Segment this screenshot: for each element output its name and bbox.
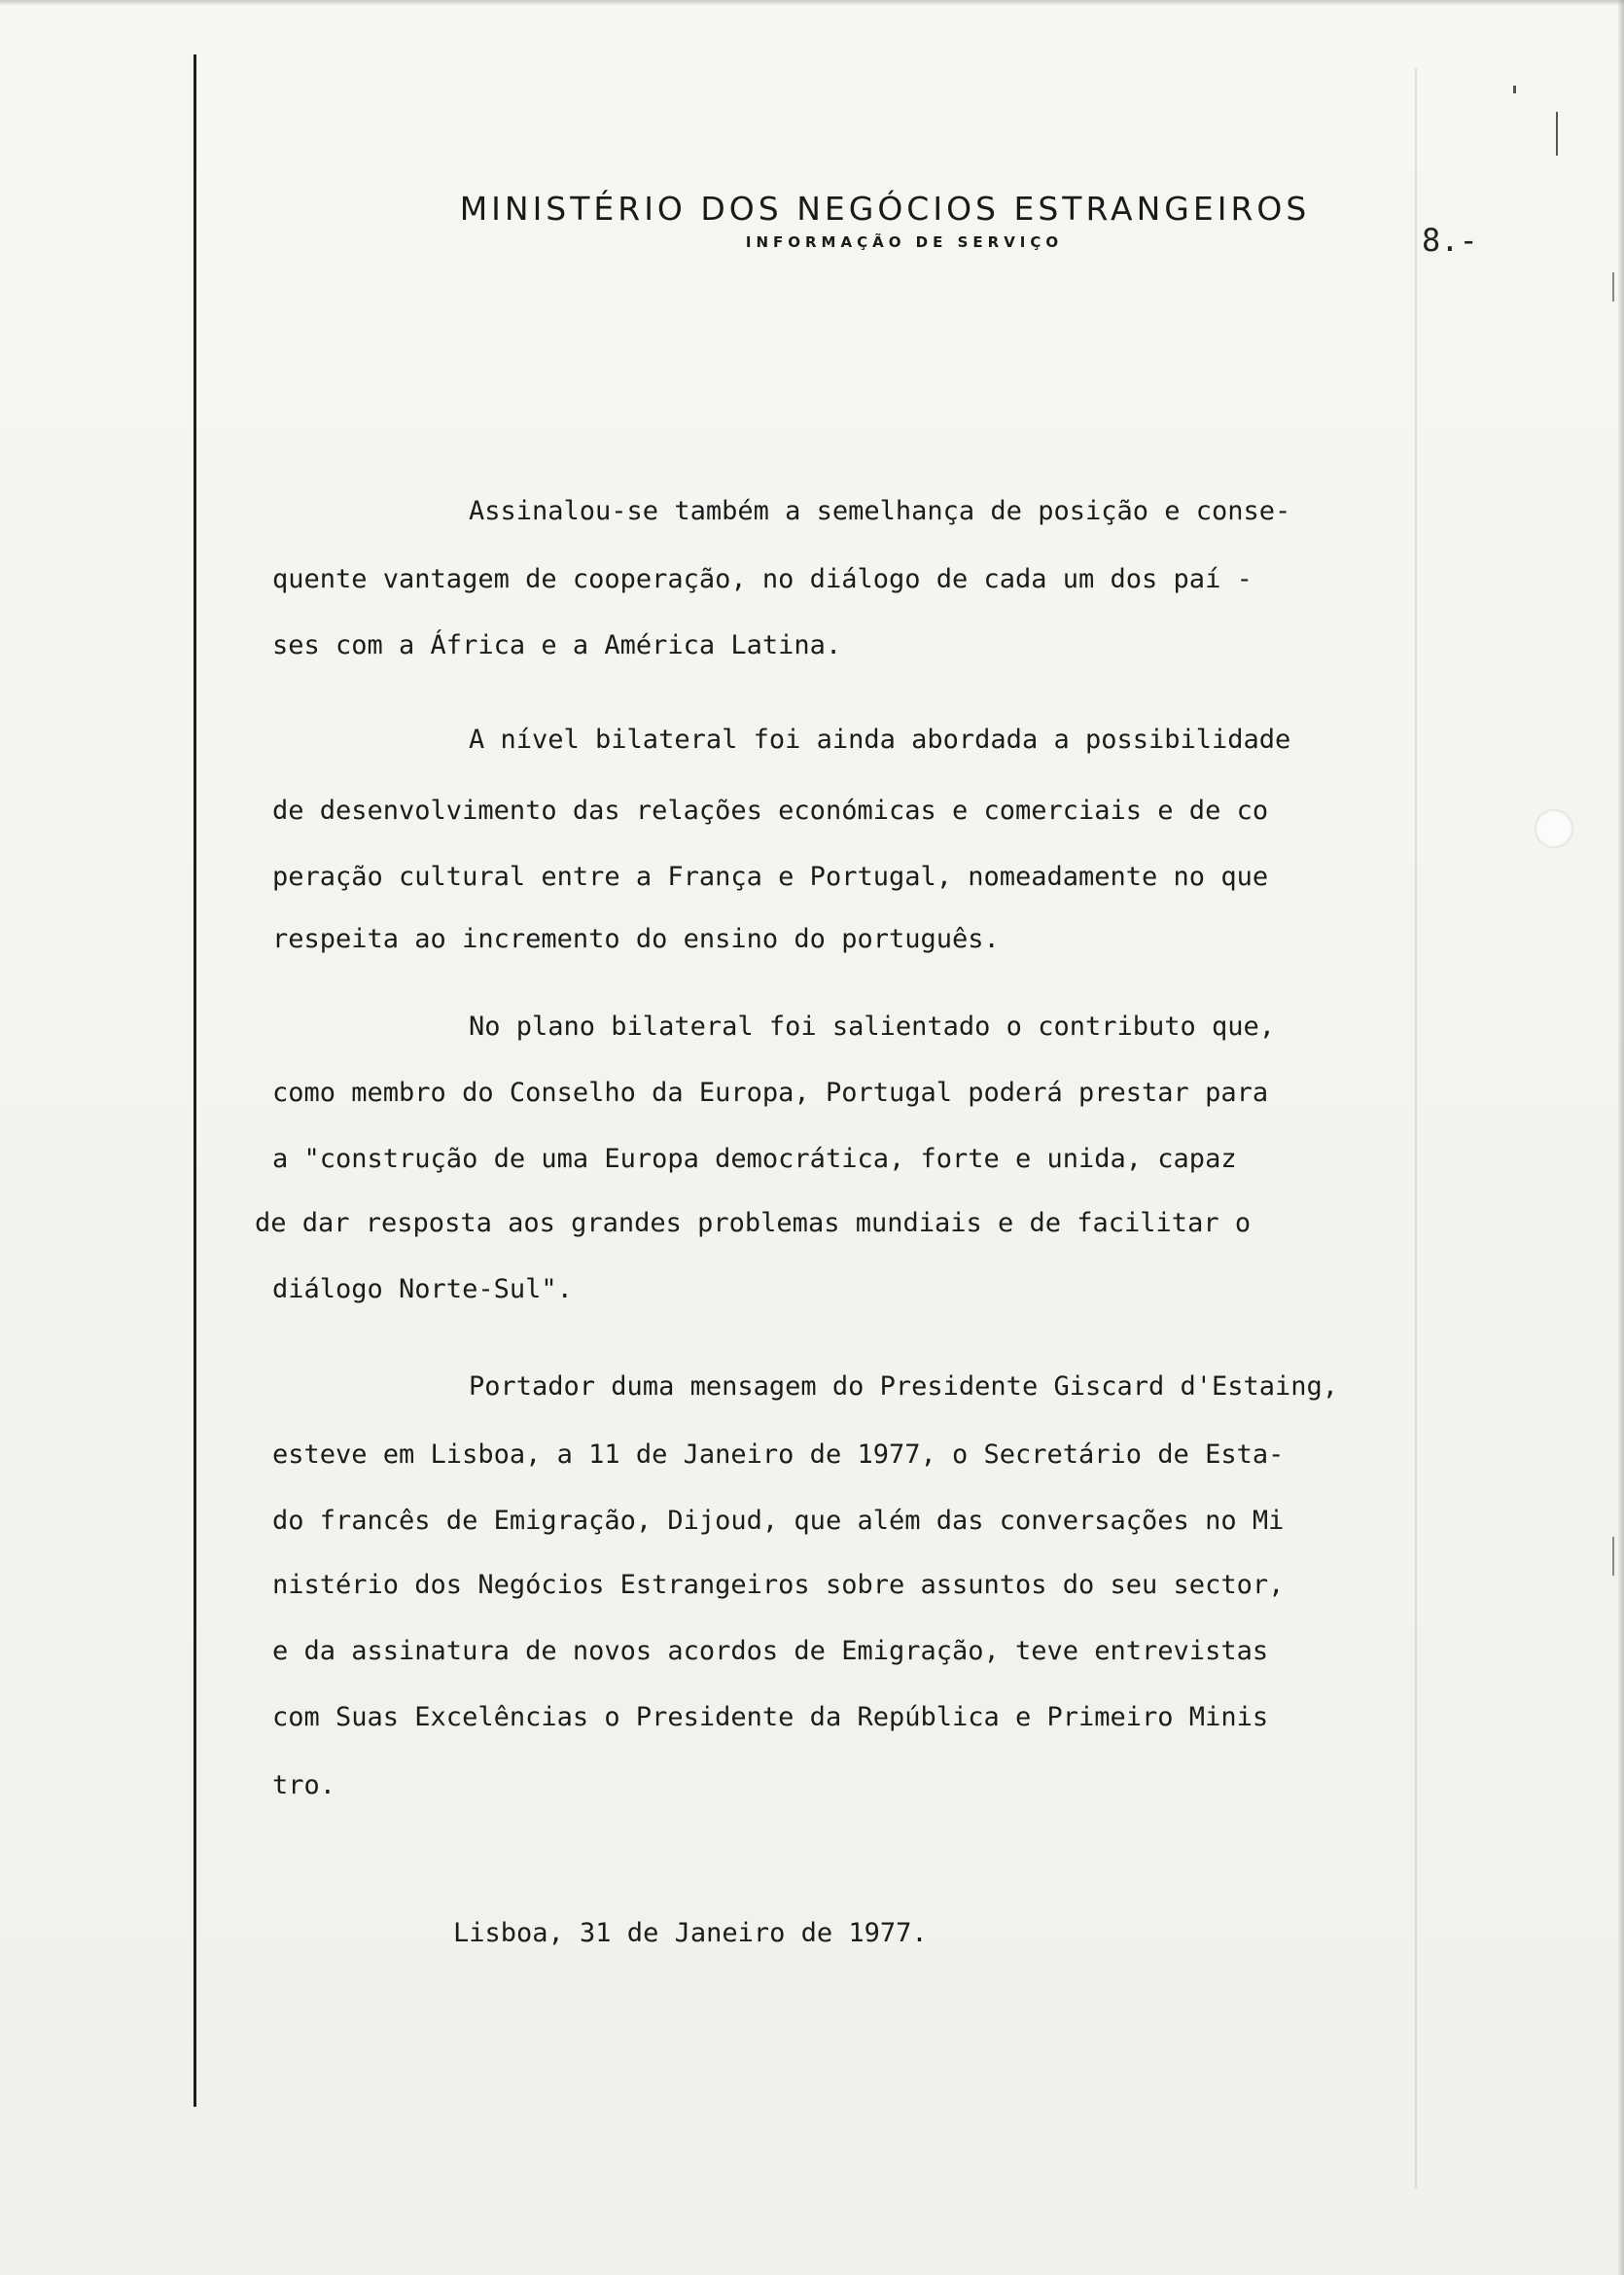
text-line: esteve em Lisboa, a 11 de Janeiro de 1977, o Secretário de Esta- — [272, 1440, 1285, 1470]
text-line: Assinalou-se também a semelhança de posição e conse- — [469, 496, 1291, 526]
text-line: do francês de Emigração, Dijoud, que além das conversações no Mi — [272, 1506, 1285, 1536]
text-line: ses com a África e a América Latina. — [272, 630, 842, 660]
signature-date: Lisboa, 31 de Janeiro de 1977. — [453, 1918, 928, 1948]
text-line: quente vantagem de cooperação, no diálogo de cada um dos paí - — [272, 564, 1253, 594]
text-line: a "construção de uma Europa democrática, forte e unida, capaz — [272, 1144, 1237, 1174]
text-line: nistério dos Negócios Estrangeiros sobre assuntos do seu sector, — [272, 1570, 1285, 1600]
text-line: respeita ao incremento do ensino do português. — [272, 924, 1000, 954]
document-type: INFORMAÇÃO DE SERVIÇO — [745, 233, 1064, 251]
text-line: peração cultural entre a França e Portugal, nomeadamente no que — [272, 862, 1269, 892]
text-line: com Suas Excelências o Presidente da República e Primeiro Minis — [272, 1702, 1269, 1732]
text-line: A nível bilateral foi ainda abordada a possibilidade — [469, 725, 1291, 755]
text-line: Portador duma mensagem do Presidente Giscard d'Estaing, — [469, 1371, 1339, 1402]
text-line: e da assinatura de novos acordos de Emigração, teve entrevistas — [272, 1636, 1269, 1666]
stray-mark — [1612, 1537, 1614, 1576]
text-line: diálogo Norte-Sul". — [272, 1274, 573, 1304]
stray-mark — [1513, 86, 1516, 93]
stray-mark — [1612, 272, 1614, 302]
text-line: tro. — [272, 1770, 336, 1800]
text-line: de dar resposta aos grandes problemas mundiais e de facilitar o — [255, 1208, 1252, 1238]
text-line: No plano bilateral foi salientado o contributo que, — [469, 1012, 1276, 1042]
stray-mark — [1556, 112, 1558, 156]
page-number: 8.- — [1422, 222, 1478, 259]
text-line: de desenvolvimento das relações económicas e comerciais e de co — [272, 796, 1269, 826]
text-line: como membro do Conselho da Europa, Portugal poderá prestar para — [272, 1078, 1269, 1108]
ministry-title: MINISTÉRIO DOS NEGÓCIOS ESTRANGEIROS — [459, 190, 1311, 228]
